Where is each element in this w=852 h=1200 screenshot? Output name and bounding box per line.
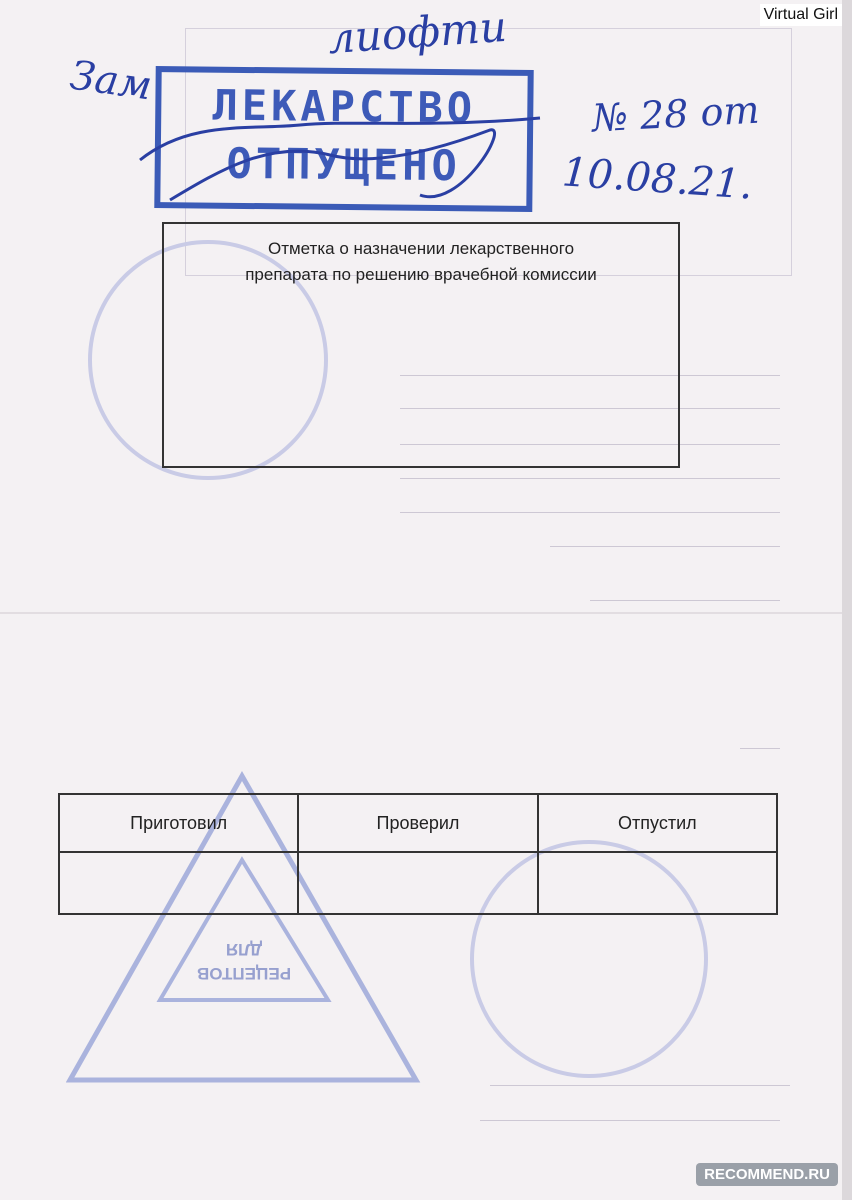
table-header-row (59, 794, 777, 852)
signatures-table (58, 793, 778, 915)
faint-line (740, 748, 780, 749)
faint-line (400, 512, 780, 513)
header-prepared: Приготовил (59, 794, 298, 852)
handwritten-date: 10.08.21. (560, 149, 755, 209)
paper-edge (842, 0, 852, 1200)
header-checked: Проверил (298, 794, 537, 852)
stamp-line-2: ОТПУЩЕНО (226, 138, 462, 191)
site-badge: RECOMMEND.RU (696, 1163, 838, 1186)
table-row (59, 852, 777, 914)
header-dispensed: Отпустил (538, 794, 777, 852)
medical-commission-note-box (162, 222, 680, 468)
triangle-stamp-line1: ДЛЯ (225, 940, 263, 959)
faint-line (490, 1085, 790, 1086)
note-box-title-line1: Отметка о назначении лекарственного (267, 239, 575, 258)
faint-line (400, 478, 780, 479)
faint-line (480, 1120, 780, 1121)
paper-fold (0, 612, 852, 614)
note-box-title-line2: препарата по решению врачебной комиссии (245, 265, 597, 284)
stamp-line-1: ЛЕКАРСТВО (212, 80, 477, 133)
note-box-title (164, 236, 678, 288)
cell-prepared (59, 852, 298, 914)
handwritten-number: № 28 от (590, 87, 761, 141)
faint-line (590, 600, 780, 601)
cell-checked (298, 852, 537, 914)
cell-dispensed (538, 852, 777, 914)
handwritten-top: лиофти (326, 1, 509, 64)
faint-line (550, 546, 780, 547)
watermark: Virtual Girl (760, 4, 842, 26)
triangle-stamp-line2: РЕЦЕПТОВ (196, 964, 292, 983)
handwritten-left: Зам (67, 52, 155, 110)
signature-scribble (130, 100, 550, 220)
